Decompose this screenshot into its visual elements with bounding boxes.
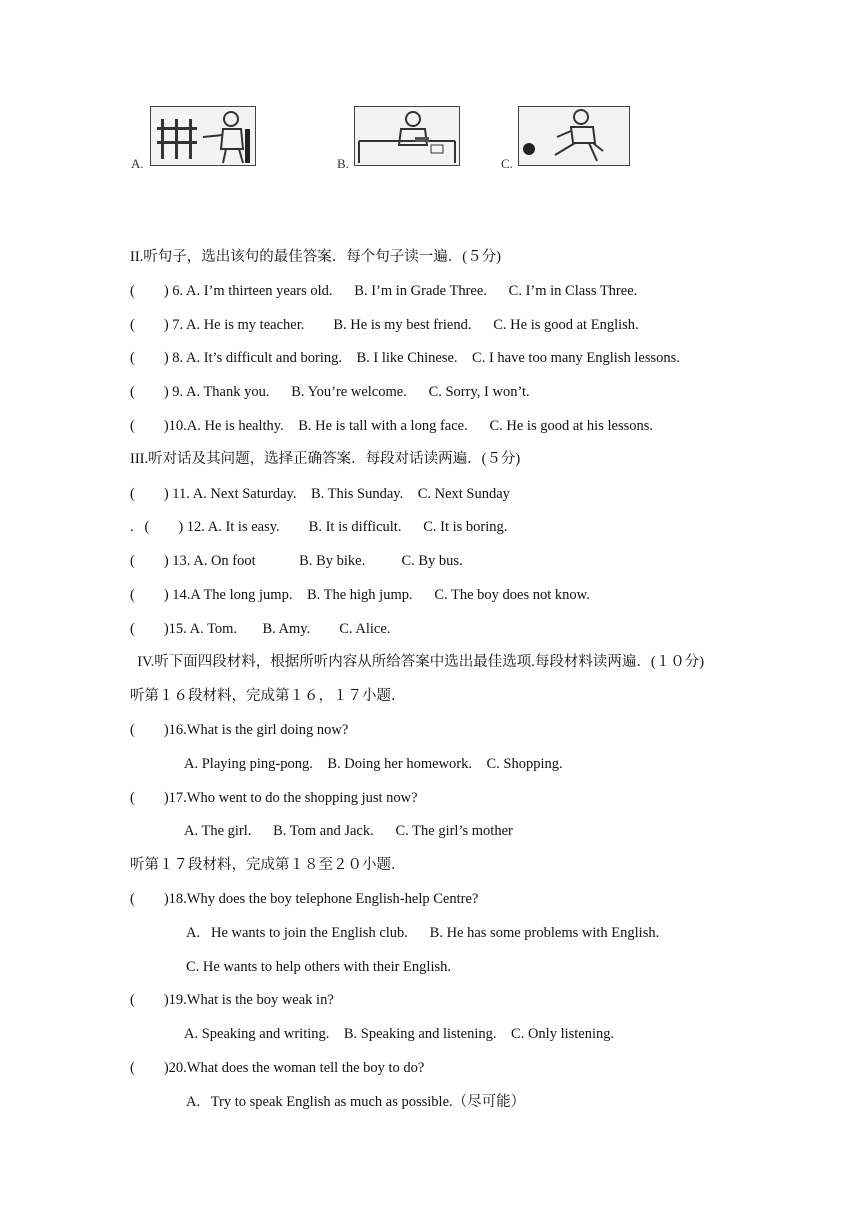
question-20: ( )20.What does the woman tell the boy to do? — [130, 1060, 425, 1076]
picture-a-frame — [150, 106, 256, 166]
question-16-options: A. Playing ping-pong. B. Doing her homework. C. Shopping. — [184, 756, 563, 772]
section-iv-heading: IV.听下面四段材料，根据所听内容从所给答案中选出最佳选项.每段材料读两遍．(１０分) — [130, 654, 705, 670]
question-19-options: A. Speaking and writing. B. Speaking and listening. C. Only listening. — [184, 1026, 615, 1042]
picture-b — [334, 106, 464, 172]
question-19: ( )19.What is the boy weak in? — [130, 992, 334, 1008]
picture-a-label: A. — [131, 156, 144, 171]
section-iii-heading: III.听对话及其问题，选择正确答案．每段对话读两遍．(５分) — [130, 451, 521, 467]
question-13: ( ) 13. A. On foot B. By bike. C. By bus. — [130, 553, 463, 569]
question-18-option-c: C. He wants to help others with their English. — [186, 959, 451, 975]
question-10: ( )10.A. He is healthy. B. He is tall with a long face. C. He is good at his lessons. — [130, 418, 653, 434]
picture-a — [128, 106, 258, 172]
question-6: ( ) 6. A. I’m thirteen years old. B. I’m in Grade Three. C. I’m in Class Three. — [130, 283, 638, 299]
question-11: ( ) 11. A. Next Saturday. B. This Sunday. C. Next Sunday — [130, 486, 510, 502]
question-14: ( ) 14.A The long jump. B. The high jump. C. The boy does not know. — [130, 587, 590, 603]
question-7: ( ) 7. A. He is my teacher. B. He is my best friend. C. He is good at English. — [130, 317, 639, 333]
fence-painting-illustration — [151, 107, 255, 165]
picture-c-label: C. — [501, 156, 513, 171]
picture-b-frame — [354, 106, 460, 166]
picture-c — [498, 106, 632, 172]
question-20-option-a: A. Try to speak English as much as possible.（尽可能） — [186, 1094, 526, 1110]
question-17: ( )17.Who went to do the shopping just now? — [130, 790, 418, 806]
playing-football-illustration — [519, 107, 629, 165]
picture-options — [128, 106, 632, 172]
question-17-options: A. The girl. B. Tom and Jack. C. The girl’s mother — [184, 823, 513, 839]
material-17-instruction: 听第１７段材料，完成第１８至２０小题． — [130, 857, 406, 873]
question-12: . ( ) 12. A. It is easy. B. It is difficult. C. It is boring. — [130, 519, 508, 535]
section-ii-heading: II.听句子，选出该句的最佳答案．每个句子读一遍．(５分) — [130, 249, 501, 265]
material-16-instruction: 听第１６段材料，完成第１６，１７小题． — [130, 688, 406, 704]
question-15: ( )15. A. Tom. B. Amy. C. Alice. — [130, 621, 391, 637]
question-18: ( )18.Why does the boy telephone English-help Centre? — [130, 891, 479, 907]
question-8: ( ) 8. A. It’s difficult and boring. B. I like Chinese. C. I have too many English lessons. — [130, 350, 680, 366]
picture-b-label: B. — [337, 156, 349, 171]
question-16: ( )16.What is the girl doing now? — [130, 722, 349, 738]
question-9: ( ) 9. A. Thank you. B. You’re welcome. C. Sorry, I won’t. — [130, 384, 530, 400]
question-18-options-ab: A. He wants to join the English club. B. He has some problems with English. — [186, 925, 660, 941]
picture-c-frame — [518, 106, 630, 166]
homework-at-desk-illustration — [355, 107, 459, 165]
